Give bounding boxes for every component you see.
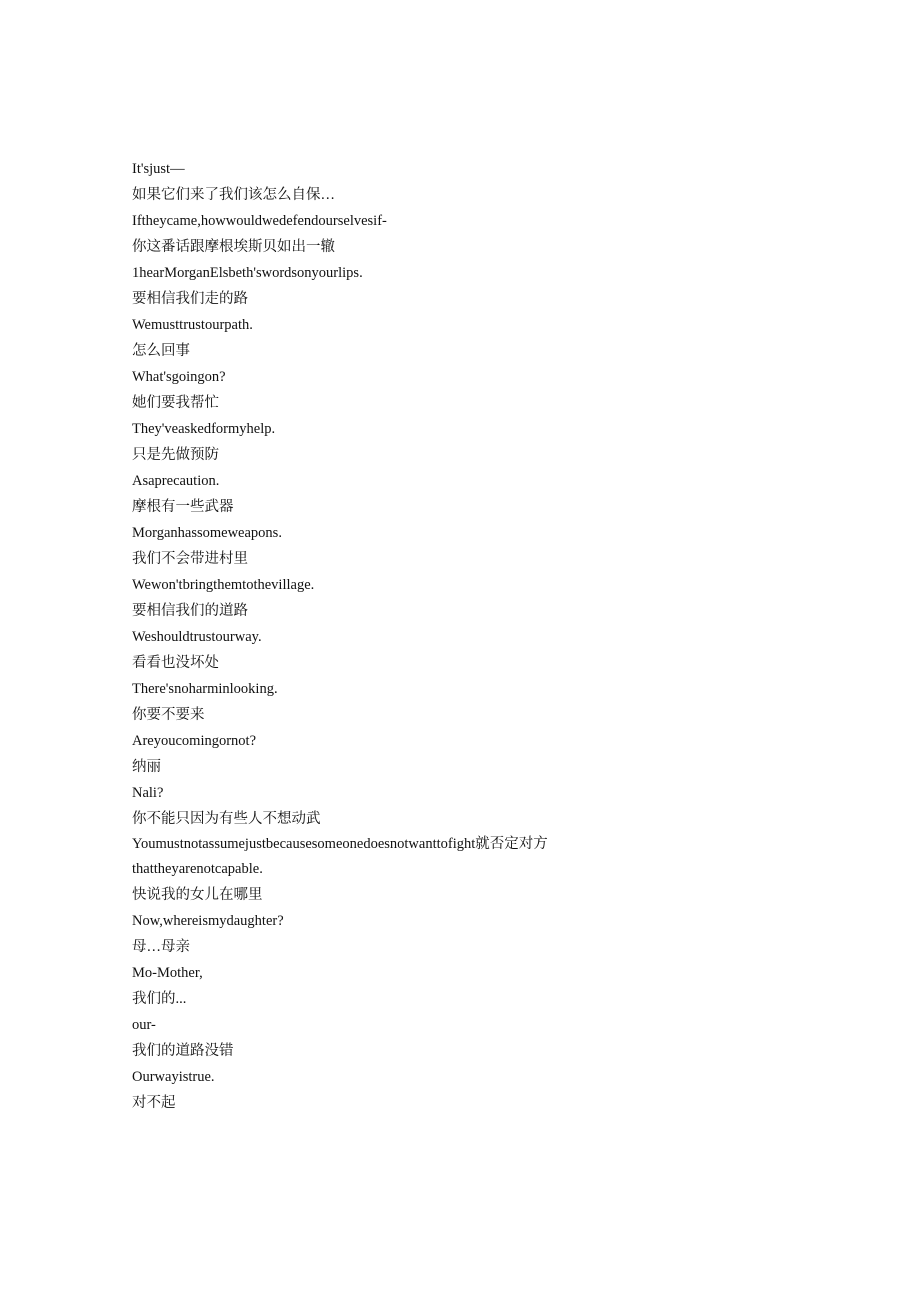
- transcript-line: 快说我的女儿在哪里: [132, 887, 263, 903]
- transcript-line: 纳丽: [132, 759, 161, 775]
- transcript-line: Now,whereismydaughter?: [132, 913, 284, 929]
- transcript-line: Youmustnotassumejustbecausesomeonedoesnotwanttofight就否定对方: [132, 836, 548, 852]
- transcript-line: What'sgoingon?: [132, 369, 226, 385]
- transcript-line: Wemusttrustourpath.: [132, 317, 253, 333]
- transcript-line: 只是先做预防: [132, 447, 219, 463]
- transcript-line: 母…母亲: [132, 939, 190, 955]
- transcript-line: Nali?: [132, 785, 164, 801]
- transcript-line: 怎么回事: [132, 343, 190, 359]
- transcript-line: 1hearMorganElsbeth'swordsonyourlips.: [132, 265, 363, 281]
- transcript-line: 我们不会带进村里: [132, 551, 248, 567]
- transcript-line: Areyoucomingornot?: [132, 733, 257, 749]
- transcript-line: 看看也没坏处: [132, 655, 219, 671]
- transcript-line: Ourwayistrue.: [132, 1069, 215, 1085]
- transcript-line: our-: [132, 1017, 156, 1033]
- transcript-line: 我们的道路没错: [132, 1043, 234, 1059]
- transcript-line: 你这番话跟摩根埃斯贝如出一辙: [132, 239, 335, 255]
- transcript-line: It'sjust—: [132, 161, 185, 177]
- transcript-line: 对不起: [132, 1095, 176, 1111]
- transcript-line: Wewon'tbringthemtothevillage.: [132, 577, 315, 593]
- transcript-line: 要相信我们的道路: [132, 603, 248, 619]
- transcript-line: 她们要我帮忙: [132, 395, 219, 411]
- transcript-line: Iftheycame,howwouldwedefendourselvesif-: [132, 213, 387, 229]
- transcript-line: 要相信我们走的路: [132, 291, 248, 307]
- transcript-line: thattheyarenotcapable.: [132, 861, 263, 877]
- transcript-line: They'veaskedformyhelp.: [132, 421, 276, 437]
- transcript-line: There'snoharminlooking.: [132, 681, 278, 697]
- subtitle-transcript: [132, 156, 602, 1116]
- transcript-line: 你不能只因为有些人不想动武: [132, 811, 321, 827]
- transcript-line: Mo-Mother,: [132, 965, 203, 981]
- transcript-line: 摩根有一些武器: [132, 499, 234, 515]
- transcript-line: Asaprecaution.: [132, 473, 220, 489]
- transcript-line: Morganhassomeweapons.: [132, 525, 282, 541]
- transcript-line: 我们的...: [132, 991, 187, 1007]
- transcript-line: 你要不要来: [132, 707, 205, 723]
- transcript-line: 如果它们来了我们该怎么自保…: [132, 187, 335, 203]
- transcript-line: Weshouldtrustourway.: [132, 629, 262, 645]
